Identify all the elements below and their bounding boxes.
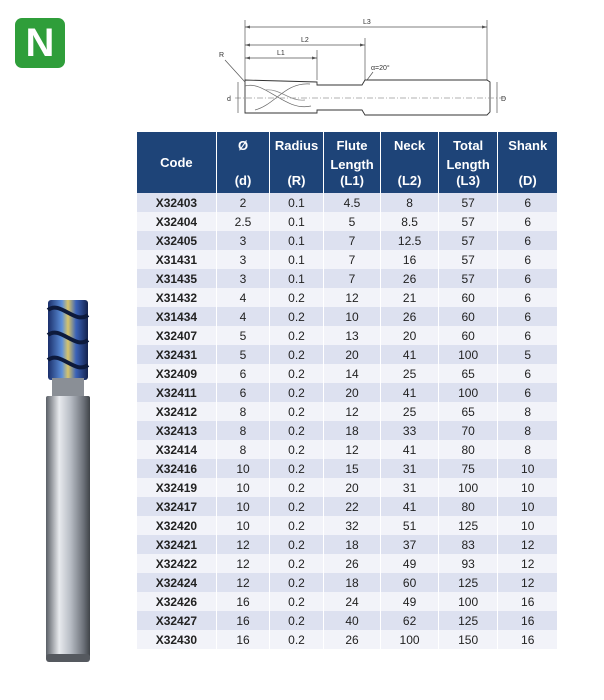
cell-radius: 0.2 — [270, 364, 324, 383]
cell-neck: 60 — [381, 573, 439, 592]
cell-shank: 8 — [498, 402, 557, 421]
cell-code: X32419 — [137, 478, 216, 497]
cell-total-length: 80 — [438, 440, 498, 459]
cell-radius: 0.1 — [270, 231, 324, 250]
cell-neck: 16 — [381, 250, 439, 269]
label-l3: L3 — [363, 19, 371, 26]
cell-radius: 0.2 — [270, 630, 324, 649]
table-body — [137, 193, 557, 649]
table-row — [137, 231, 557, 250]
cell-diameter: 10 — [216, 497, 270, 516]
cell-diameter: 4 — [216, 307, 270, 326]
cell-code: X32430 — [137, 630, 216, 649]
cell-radius: 0.2 — [270, 478, 324, 497]
cell-diameter: 10 — [216, 478, 270, 497]
cell-flute-length: 26 — [323, 630, 381, 649]
cell-total-length: 80 — [438, 497, 498, 516]
cell-radius: 0.2 — [270, 592, 324, 611]
badge-letter: N — [25, 21, 55, 65]
cell-flute-length: 18 — [323, 573, 381, 592]
cell-code: X32413 — [137, 421, 216, 440]
cell-shank: 6 — [498, 383, 557, 402]
cell-total-length: 57 — [438, 269, 498, 288]
cell-radius: 0.2 — [270, 497, 324, 516]
cell-flute-length: 20 — [323, 478, 381, 497]
table-row — [137, 440, 557, 459]
cell-flute-length: 20 — [323, 345, 381, 364]
cell-diameter: 6 — [216, 364, 270, 383]
cell-total-length: 60 — [438, 326, 498, 345]
cell-shank: 6 — [498, 269, 557, 288]
cell-flute-length: 18 — [323, 421, 381, 440]
cell-radius: 0.2 — [270, 535, 324, 554]
table-row — [137, 421, 557, 440]
cell-neck: 20 — [381, 326, 439, 345]
cell-code: X32416 — [137, 459, 216, 478]
cell-code: X32404 — [137, 212, 216, 231]
cell-neck: 26 — [381, 269, 439, 288]
label-d-large: D — [501, 96, 507, 103]
cell-shank: 12 — [498, 554, 557, 573]
cell-total-length: 100 — [438, 345, 498, 364]
cell-code: X32403 — [137, 193, 216, 212]
cell-code: X32431 — [137, 345, 216, 364]
cell-neck: 8 — [381, 193, 439, 212]
table-row — [137, 269, 557, 288]
cell-neck: 25 — [381, 402, 439, 421]
cell-radius: 0.2 — [270, 573, 324, 592]
cell-code: X31432 — [137, 288, 216, 307]
cell-flute-length: 15 — [323, 459, 381, 478]
cell-code: X32427 — [137, 611, 216, 630]
cell-total-length: 57 — [438, 250, 498, 269]
cell-total-length: 100 — [438, 383, 498, 402]
cell-shank: 6 — [498, 231, 557, 250]
cell-flute-length: 7 — [323, 231, 381, 250]
cell-total-length: 125 — [438, 611, 498, 630]
cell-neck: 41 — [381, 345, 439, 364]
cell-diameter: 8 — [216, 421, 270, 440]
cell-flute-length: 14 — [323, 364, 381, 383]
dimension-diagram — [205, 10, 515, 130]
cell-shank: 10 — [498, 516, 557, 535]
end-mill-image — [40, 290, 100, 670]
cell-neck: 100 — [381, 630, 439, 649]
cell-radius: 0.1 — [270, 250, 324, 269]
cell-total-length: 57 — [438, 212, 498, 231]
table-row — [137, 516, 557, 535]
cell-total-length: 57 — [438, 231, 498, 250]
cell-flute-length: 7 — [323, 269, 381, 288]
cell-neck: 41 — [381, 383, 439, 402]
cell-total-length: 65 — [438, 364, 498, 383]
cell-neck: 37 — [381, 535, 439, 554]
cell-code: X32411 — [137, 383, 216, 402]
table-row — [137, 478, 557, 497]
cell-diameter: 12 — [216, 554, 270, 573]
cell-flute-length: 10 — [323, 307, 381, 326]
cell-flute-length: 40 — [323, 611, 381, 630]
cell-neck: 49 — [381, 554, 439, 573]
cell-diameter: 8 — [216, 440, 270, 459]
table-row — [137, 345, 557, 364]
cell-code: X32409 — [137, 364, 216, 383]
col-header-neck: Neck (L2) — [381, 132, 439, 193]
cell-shank: 12 — [498, 535, 557, 554]
cell-neck: 31 — [381, 478, 439, 497]
cell-shank: 5 — [498, 345, 557, 364]
col-header-radius: Radius (R) — [270, 132, 324, 193]
table-row — [137, 288, 557, 307]
cell-radius: 0.2 — [270, 288, 324, 307]
cell-neck: 41 — [381, 440, 439, 459]
cell-diameter: 5 — [216, 345, 270, 364]
cell-diameter: 10 — [216, 459, 270, 478]
cell-code: X32405 — [137, 231, 216, 250]
cell-shank: 6 — [498, 193, 557, 212]
cell-diameter: 10 — [216, 516, 270, 535]
col-header-diameter: Ø (d) — [216, 132, 270, 193]
cell-code: X32421 — [137, 535, 216, 554]
cell-radius: 0.2 — [270, 554, 324, 573]
cell-diameter: 2 — [216, 193, 270, 212]
cell-radius: 0.2 — [270, 611, 324, 630]
cell-code: X32422 — [137, 554, 216, 573]
cell-neck: 33 — [381, 421, 439, 440]
cell-diameter: 6 — [216, 383, 270, 402]
cell-shank: 16 — [498, 611, 557, 630]
table-row — [137, 402, 557, 421]
cell-shank: 6 — [498, 307, 557, 326]
cell-diameter: 2.5 — [216, 212, 270, 231]
table-row — [137, 554, 557, 573]
cell-radius: 0.2 — [270, 459, 324, 478]
cell-neck: 41 — [381, 497, 439, 516]
cell-diameter: 12 — [216, 573, 270, 592]
cell-shank: 10 — [498, 497, 557, 516]
table-row — [137, 193, 557, 212]
cell-code: X32426 — [137, 592, 216, 611]
cell-diameter: 3 — [216, 269, 270, 288]
cell-shank: 6 — [498, 250, 557, 269]
cell-flute-length: 4.5 — [323, 193, 381, 212]
col-header-shank: Shank (D) — [498, 132, 557, 193]
table-row — [137, 383, 557, 402]
cell-radius: 0.2 — [270, 345, 324, 364]
label-d-small: d — [227, 96, 231, 103]
cell-diameter: 3 — [216, 231, 270, 250]
cell-flute-length: 26 — [323, 554, 381, 573]
table-header-row — [137, 132, 557, 193]
label-angle: α=20° — [371, 65, 390, 72]
cell-radius: 0.2 — [270, 440, 324, 459]
cell-flute-length: 7 — [323, 250, 381, 269]
cell-radius: 0.1 — [270, 212, 324, 231]
cell-total-length: 65 — [438, 402, 498, 421]
table-row — [137, 630, 557, 649]
cell-total-length: 60 — [438, 307, 498, 326]
cell-total-length: 100 — [438, 478, 498, 497]
cell-code: X32412 — [137, 402, 216, 421]
cell-flute-length: 22 — [323, 497, 381, 516]
cell-code: X31434 — [137, 307, 216, 326]
table-row — [137, 364, 557, 383]
cell-flute-length: 20 — [323, 383, 381, 402]
label-l2: L2 — [301, 37, 309, 44]
col-header-total-length: Total Length (L3) — [438, 132, 498, 193]
cell-radius: 0.2 — [270, 402, 324, 421]
cell-total-length: 75 — [438, 459, 498, 478]
cell-code: X32424 — [137, 573, 216, 592]
cell-shank: 16 — [498, 592, 557, 611]
cell-neck: 8.5 — [381, 212, 439, 231]
cell-shank: 8 — [498, 421, 557, 440]
cell-neck: 25 — [381, 364, 439, 383]
cell-shank: 6 — [498, 212, 557, 231]
cell-shank: 6 — [498, 288, 557, 307]
cell-total-length: 60 — [438, 288, 498, 307]
cell-radius: 0.2 — [270, 516, 324, 535]
cell-shank: 12 — [498, 573, 557, 592]
cell-flute-length: 5 — [323, 212, 381, 231]
cell-flute-length: 24 — [323, 592, 381, 611]
cell-diameter: 8 — [216, 402, 270, 421]
cell-radius: 0.2 — [270, 383, 324, 402]
col-header-code: Code — [137, 132, 216, 193]
cell-shank: 8 — [498, 440, 557, 459]
cell-diameter: 4 — [216, 288, 270, 307]
cell-diameter: 16 — [216, 611, 270, 630]
cell-diameter: 12 — [216, 535, 270, 554]
table-row — [137, 459, 557, 478]
cell-diameter: 16 — [216, 592, 270, 611]
cell-code: X31435 — [137, 269, 216, 288]
cell-neck: 51 — [381, 516, 439, 535]
table-row — [137, 326, 557, 345]
cell-neck: 12.5 — [381, 231, 439, 250]
table-row — [137, 573, 557, 592]
cell-flute-length: 18 — [323, 535, 381, 554]
table-row — [137, 212, 557, 231]
table-row — [137, 307, 557, 326]
cell-total-length: 70 — [438, 421, 498, 440]
cell-neck: 31 — [381, 459, 439, 478]
cell-flute-length: 12 — [323, 288, 381, 307]
cell-code: X32417 — [137, 497, 216, 516]
cell-neck: 49 — [381, 592, 439, 611]
cell-total-length: 83 — [438, 535, 498, 554]
cell-radius: 0.1 — [270, 269, 324, 288]
cell-flute-length: 12 — [323, 440, 381, 459]
cell-total-length: 125 — [438, 516, 498, 535]
cell-radius: 0.2 — [270, 421, 324, 440]
col-header-flute-length: Flute Length (L1) — [323, 132, 381, 193]
cell-shank: 6 — [498, 364, 557, 383]
specifications-table — [137, 132, 557, 649]
cell-code: X31431 — [137, 250, 216, 269]
cell-shank: 6 — [498, 326, 557, 345]
cell-shank: 10 — [498, 478, 557, 497]
cell-diameter: 3 — [216, 250, 270, 269]
cell-total-length: 100 — [438, 592, 498, 611]
cell-total-length: 93 — [438, 554, 498, 573]
cell-radius: 0.1 — [270, 193, 324, 212]
cell-flute-length: 13 — [323, 326, 381, 345]
cell-code: X32414 — [137, 440, 216, 459]
cell-diameter: 5 — [216, 326, 270, 345]
cell-diameter: 16 — [216, 630, 270, 649]
cell-radius: 0.2 — [270, 307, 324, 326]
cell-shank: 10 — [498, 459, 557, 478]
cell-neck: 26 — [381, 307, 439, 326]
cell-neck: 62 — [381, 611, 439, 630]
cell-total-length: 150 — [438, 630, 498, 649]
table-row — [137, 592, 557, 611]
cell-neck: 21 — [381, 288, 439, 307]
category-badge — [15, 18, 65, 68]
cell-flute-length: 12 — [323, 402, 381, 421]
cell-total-length: 57 — [438, 193, 498, 212]
table-row — [137, 611, 557, 630]
cell-code: X32407 — [137, 326, 216, 345]
cell-total-length: 125 — [438, 573, 498, 592]
cell-shank: 16 — [498, 630, 557, 649]
table-row — [137, 535, 557, 554]
label-l1: L1 — [277, 50, 285, 57]
cell-code: X32420 — [137, 516, 216, 535]
table-row — [137, 250, 557, 269]
table-row — [137, 497, 557, 516]
cell-flute-length: 32 — [323, 516, 381, 535]
label-r: R — [219, 52, 225, 59]
cell-radius: 0.2 — [270, 326, 324, 345]
